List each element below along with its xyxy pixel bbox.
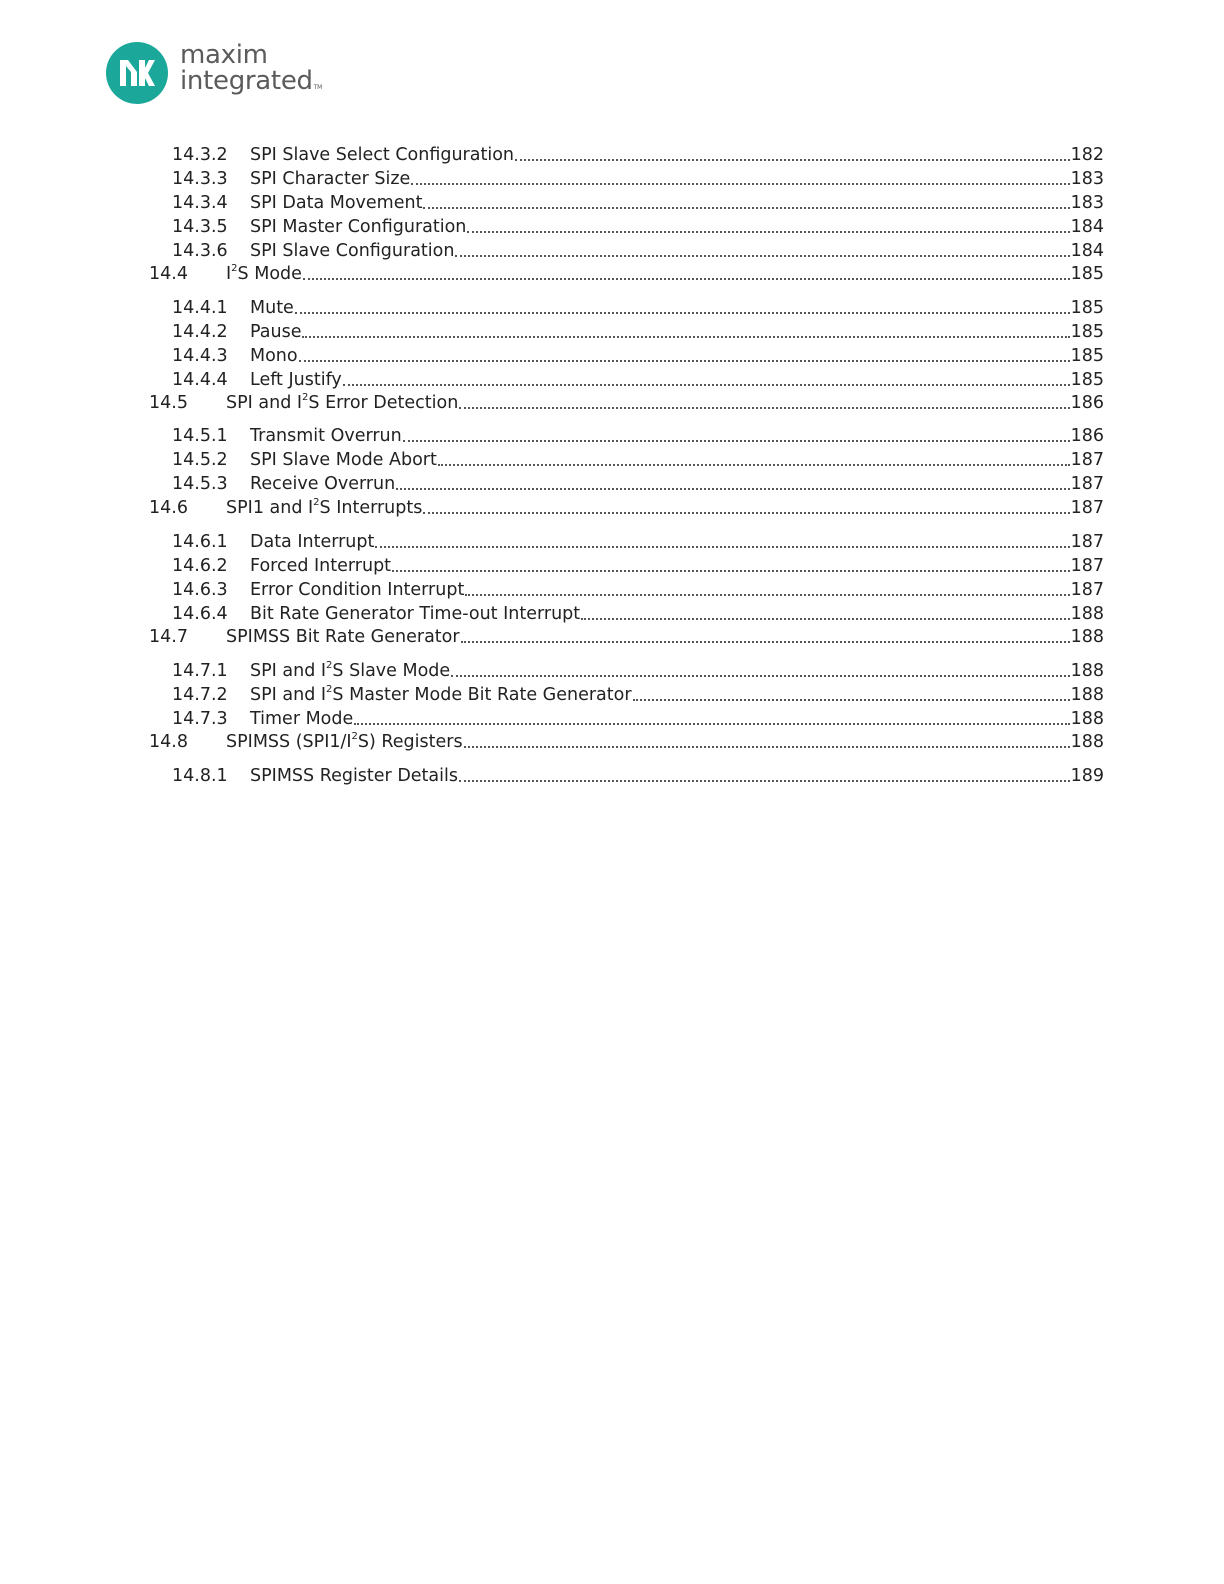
toc-title-part: SPI and I [226, 393, 303, 413]
toc-leader-dots [423, 511, 1069, 514]
toc-entry[interactable] [0, 167, 1224, 191]
toc-title: SPIMSS Bit Rate Generator [226, 627, 460, 647]
toc-title-part: SPIMSS (SPI1/I [226, 732, 352, 752]
toc-entry[interactable] [0, 191, 1224, 215]
toc-section-number: 14.6.3 [172, 580, 228, 600]
toc-page-number: 187 [1070, 580, 1104, 600]
toc-title: SPI Master Configuration [250, 217, 467, 237]
toc-section-number: 14.3.3 [172, 169, 228, 189]
toc-entry[interactable] [0, 215, 1224, 239]
toc-section-number: 14.4.2 [172, 322, 228, 342]
toc-page-number: 187 [1070, 532, 1104, 552]
toc-leader-dots [451, 674, 1069, 677]
toc-title: SPI Slave Select Configuration [250, 145, 514, 165]
toc-title [226, 391, 458, 415]
toc-title-part: SPI1 and I [226, 498, 314, 518]
toc-title-part: I [226, 264, 232, 284]
toc-section-number: 14.3.4 [172, 193, 228, 213]
toc-leader-dots [581, 617, 1069, 620]
toc-section-number: 14.8.1 [172, 766, 228, 786]
toc-title [226, 730, 463, 754]
toc-title-superscript: 2 [313, 497, 320, 509]
toc-title: SPI Slave Configuration [250, 241, 455, 261]
toc-entry[interactable] [0, 730, 1224, 754]
toc-leader-dots [455, 254, 1069, 257]
toc-entry[interactable] [0, 344, 1224, 368]
toc-leader-dots [396, 487, 1069, 490]
toc-title-part: S Master Mode Bit Rate Generator [332, 685, 632, 705]
toc-section-number: 14.8 [149, 732, 188, 752]
toc-title-superscript: 2 [302, 392, 309, 404]
toc-page-number: 187 [1070, 498, 1104, 518]
toc-leader-dots [403, 439, 1070, 442]
toc-entry[interactable] [0, 391, 1224, 415]
toc-title: SPI Data Movement [250, 193, 423, 213]
logo-wordmark [180, 42, 322, 101]
toc-page-number: 186 [1070, 393, 1104, 413]
toc-title-part: S Slave Mode [332, 661, 451, 681]
toc-section-number: 14.3.2 [172, 145, 228, 165]
toc-title [226, 496, 422, 520]
toc-section-number: 14.5.1 [172, 426, 228, 446]
toc-title: Pause [250, 322, 302, 342]
toc-leader-dots [459, 406, 1069, 409]
toc-leader-dots [303, 277, 1070, 280]
toc-title-part: S Interrupts [319, 498, 423, 518]
toc-title-part: S) Registers [357, 732, 463, 752]
toc-section-number: 14.3.5 [172, 217, 228, 237]
toc-section-number: 14.7.1 [172, 661, 228, 681]
toc-leader-dots [633, 698, 1070, 701]
toc-title: Receive Overrun [250, 474, 396, 494]
toc-section-number: 14.4 [149, 264, 188, 284]
toc-section-number: 14.6.2 [172, 556, 228, 576]
toc-title: Bit Rate Generator Time-out Interrupt [250, 604, 581, 624]
toc-leader-dots [423, 206, 1069, 209]
toc-title [250, 659, 450, 683]
toc-section-number: 14.4.1 [172, 298, 228, 318]
toc-title: Timer Mode [250, 709, 354, 729]
toc-entry[interactable] [0, 424, 1224, 448]
toc-entry[interactable] [0, 625, 1224, 649]
toc-section-number: 14.7.2 [172, 685, 228, 705]
toc-page-number: 184 [1070, 241, 1104, 261]
toc-page-number: 185 [1070, 346, 1104, 366]
toc-leader-dots [461, 640, 1070, 643]
toc-leader-dots [375, 545, 1069, 548]
toc-entry[interactable] [0, 764, 1224, 788]
toc-title-superscript: 2 [326, 684, 333, 696]
toc-entry[interactable] [0, 262, 1224, 286]
toc-page-number: 185 [1070, 298, 1104, 318]
logo-line-2: integrated [180, 66, 313, 96]
toc-entry[interactable] [0, 659, 1224, 683]
toc-entry[interactable] [0, 530, 1224, 554]
toc-title: Left Justify [250, 370, 342, 390]
logo-line-1: maxim [180, 40, 268, 70]
toc-page-number: 188 [1070, 685, 1104, 705]
toc-section-number: 14.6.4 [172, 604, 228, 624]
toc-page-number: 185 [1070, 322, 1104, 342]
toc-page-number: 184 [1070, 217, 1104, 237]
toc-page-number: 187 [1070, 450, 1104, 470]
toc-page-number: 187 [1070, 556, 1104, 576]
toc-page-number: 183 [1070, 169, 1104, 189]
toc-leader-dots [467, 230, 1069, 233]
toc-leader-dots [465, 593, 1069, 596]
toc-page-number: 188 [1070, 661, 1104, 681]
toc-entry[interactable] [0, 496, 1224, 520]
toc-entry[interactable] [0, 368, 1224, 392]
toc-entry[interactable] [0, 320, 1224, 344]
toc-entry[interactable] [0, 683, 1224, 707]
toc-section-number: 14.6.1 [172, 532, 228, 552]
toc-page-number: 185 [1070, 370, 1104, 390]
toc-leader-dots [515, 158, 1070, 161]
toc-page-number: 188 [1070, 709, 1104, 729]
toc-section-number: 14.5.2 [172, 450, 228, 470]
toc-leader-dots [438, 463, 1070, 466]
toc-page-number: 183 [1070, 193, 1104, 213]
toc-entry[interactable] [0, 472, 1224, 496]
toc-title-superscript: 2 [231, 263, 238, 275]
toc-title: Mute [250, 298, 294, 318]
toc-page-number: 186 [1070, 426, 1104, 446]
toc-title: Forced Interrupt [250, 556, 392, 576]
maxim-integrated-logo [106, 42, 346, 106]
toc-leader-dots [464, 745, 1070, 748]
toc-entry[interactable] [0, 602, 1224, 626]
toc-page-number: 185 [1070, 264, 1104, 284]
toc-page-number: 187 [1070, 474, 1104, 494]
toc-leader-dots [343, 383, 1070, 386]
toc-section-number: 14.3.6 [172, 241, 228, 261]
toc-section-number: 14.5.3 [172, 474, 228, 494]
toc-title: Mono [250, 346, 298, 366]
toc-entry[interactable] [0, 448, 1224, 472]
toc-entry[interactable] [0, 296, 1224, 320]
toc-title-part: SPI and I [250, 685, 327, 705]
toc-title [226, 262, 302, 286]
toc-leader-dots [302, 335, 1069, 338]
toc-entry[interactable] [0, 143, 1224, 167]
toc-page-number: 188 [1070, 732, 1104, 752]
toc-entry[interactable] [0, 707, 1224, 731]
toc-page-number: 188 [1070, 604, 1104, 624]
toc-title-part: S Error Detection [308, 393, 459, 413]
toc-title [250, 683, 632, 707]
toc-section-number: 14.6 [149, 498, 188, 518]
toc-page-number: 189 [1070, 766, 1104, 786]
toc-page-number: 182 [1070, 145, 1104, 165]
toc-entry[interactable] [0, 239, 1224, 263]
toc-section-number: 14.5 [149, 393, 188, 413]
toc-leader-dots [392, 569, 1070, 572]
toc-entry[interactable] [0, 578, 1224, 602]
toc-section-number: 14.7 [149, 627, 188, 647]
toc-section-number: 14.4.4 [172, 370, 228, 390]
toc-title: Data Interrupt [250, 532, 375, 552]
toc-title: SPI Character Size [250, 169, 411, 189]
toc-section-number: 14.4.3 [172, 346, 228, 366]
toc-title: Error Condition Interrupt [250, 580, 465, 600]
toc-leader-dots [295, 311, 1070, 314]
toc-page-number: 188 [1070, 627, 1104, 647]
toc-title-superscript: 2 [351, 731, 358, 743]
toc-leader-dots [299, 359, 1070, 362]
toc-section-number: 14.7.3 [172, 709, 228, 729]
toc-title-part: SPI and I [250, 661, 327, 681]
maxim-logo-icon [106, 42, 168, 104]
toc-leader-dots [354, 722, 1069, 725]
toc-leader-dots [411, 182, 1069, 185]
toc-title-superscript: 2 [326, 660, 333, 672]
toc-title: Transmit Overrun [250, 426, 402, 446]
toc-title: SPIMSS Register Details [250, 766, 458, 786]
toc-leader-dots [459, 779, 1070, 782]
trademark-mark: TM [313, 84, 322, 91]
toc-title-part: S Mode [237, 264, 302, 284]
toc-title: SPI Slave Mode Abort [250, 450, 437, 470]
toc-entry[interactable] [0, 554, 1224, 578]
